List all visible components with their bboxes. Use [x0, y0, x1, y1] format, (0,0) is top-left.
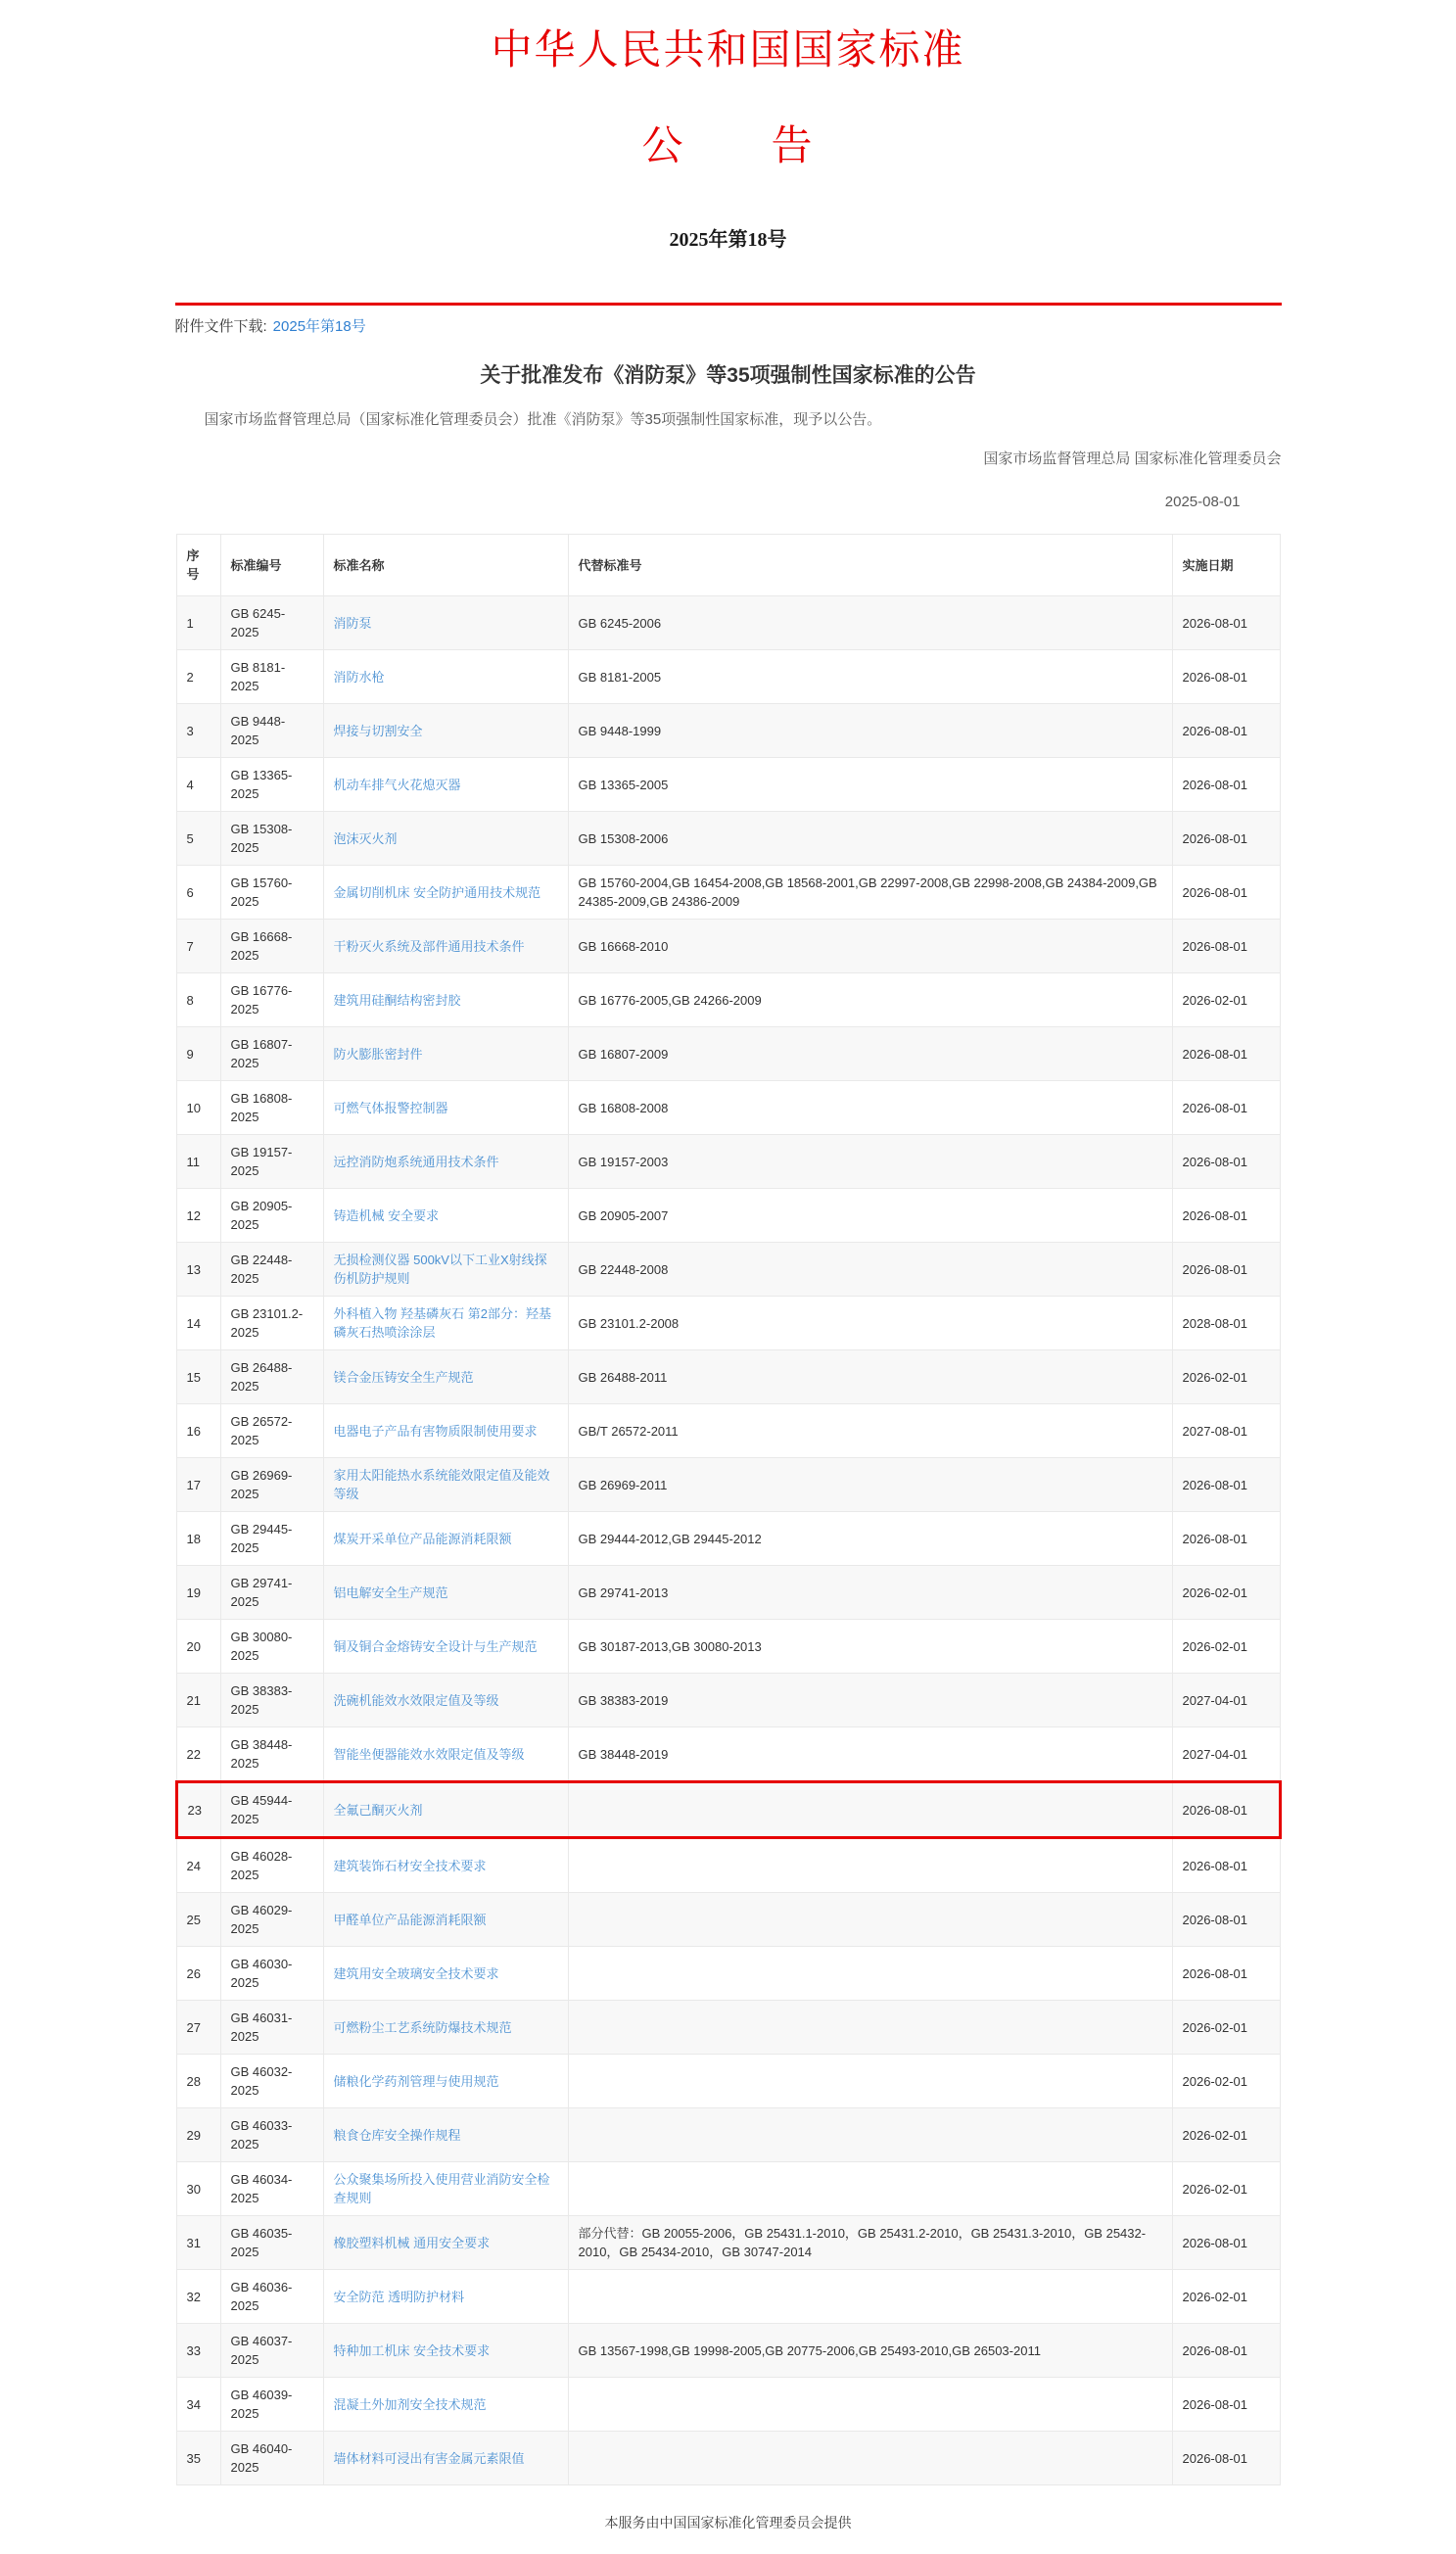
- implementation-date-cell: 2026-08-01: [1172, 1189, 1280, 1243]
- standard-name-cell: [323, 2162, 568, 2216]
- implementation-date-cell: 2026-08-01: [1172, 1027, 1280, 1081]
- implementation-date-cell: 2026-08-01: [1172, 596, 1280, 650]
- replaced-standards-cell: GB 30187-2013,GB 30080-2013: [568, 1620, 1172, 1674]
- replaced-standards-cell: GB 15308-2006: [568, 812, 1172, 866]
- replaced-standards-cell: 部分代替：GB 20055-2006，GB 25431.1-2010，GB 25431.2-2010，GB 25431.3-2010，GB 25432-2010，GB 25434-2010，GB 30747-2014: [568, 2216, 1172, 2270]
- seq-cell: 11: [176, 1135, 220, 1189]
- replaced-standards-cell: GB 13365-2005: [568, 758, 1172, 812]
- standard-name-cell: [323, 1135, 568, 1189]
- header-standard-name: 标准名称: [323, 535, 568, 596]
- implementation-date-cell: 2026-08-01: [1172, 2324, 1280, 2378]
- announcement-page: [175, 0, 1282, 2532]
- standard-code-cell: GB 20905-2025: [220, 1189, 323, 1243]
- standard-code-cell: GB 46029-2025: [220, 1893, 323, 1947]
- seq-cell: 27: [176, 2001, 220, 2055]
- standard-code-cell: GB 46032-2025: [220, 2055, 323, 2108]
- standard-name-link[interactable]: 远控消防炮系统通用技术条件: [333, 1154, 499, 1169]
- table-row: [176, 2216, 1280, 2270]
- standard-name-cell: [323, 1893, 568, 1947]
- implementation-date-cell: 2026-08-01: [1172, 1458, 1280, 1512]
- table-row: [176, 1512, 1280, 1566]
- standard-name-link[interactable]: 镁合金压铸安全生产规范: [333, 1369, 474, 1385]
- standard-name-cell: [323, 973, 568, 1027]
- table-row: [176, 1350, 1280, 1404]
- replaced-standards-cell: GB/T 26572-2011: [568, 1404, 1172, 1458]
- table-row: [176, 2108, 1280, 2162]
- seq-cell: 29: [176, 2108, 220, 2162]
- standard-name-cell: [323, 1081, 568, 1135]
- standard-code-cell: GB 46035-2025: [220, 2216, 323, 2270]
- standard-code-cell: GB 46031-2025: [220, 2001, 323, 2055]
- implementation-date-cell: 2026-08-01: [1172, 650, 1280, 704]
- standard-name-link[interactable]: 消防水枪: [333, 669, 385, 685]
- table-row: [176, 1243, 1280, 1297]
- standard-name-cell: [323, 1947, 568, 2001]
- standard-name-link[interactable]: 铝电解安全生产规范: [333, 1584, 448, 1600]
- standard-code-cell: GB 46030-2025: [220, 1947, 323, 2001]
- replaced-standards-cell: GB 38448-2019: [568, 1727, 1172, 1782]
- replaced-standards-cell: GB 16668-2010: [568, 920, 1172, 973]
- replaced-standards-cell: [568, 1782, 1172, 1838]
- replaced-standards-cell: [568, 1893, 1172, 1947]
- table-row: [176, 1782, 1280, 1838]
- standard-code-cell: GB 46039-2025: [220, 2378, 323, 2432]
- standard-name-link[interactable]: 储粮化学药剂管理与使用规范: [333, 2073, 499, 2089]
- seq-cell: 4: [176, 758, 220, 812]
- replaced-standards-cell: GB 26969-2011: [568, 1458, 1172, 1512]
- seq-cell: 13: [176, 1243, 220, 1297]
- standard-name-link[interactable]: 可燃粉尘工艺系统防爆技术规范: [333, 2019, 512, 2035]
- seq-cell: 18: [176, 1512, 220, 1566]
- page-title: 中华人民共和国国家标准: [491, 28, 965, 73]
- standard-code-cell: GB 46040-2025: [220, 2432, 323, 2485]
- implementation-date-cell: 2026-08-01: [1172, 1893, 1280, 1947]
- table-row: [176, 1027, 1280, 1081]
- standard-name-cell: [323, 1674, 568, 1727]
- table-header-row: [176, 535, 1280, 596]
- standard-code-cell: GB 46037-2025: [220, 2324, 323, 2378]
- seq-cell: 24: [176, 1838, 220, 1893]
- standard-code-cell: GB 16776-2025: [220, 973, 323, 1027]
- table-row: [176, 1674, 1280, 1727]
- standard-code-cell: GB 38448-2025: [220, 1727, 323, 1782]
- seq-cell: 10: [176, 1081, 220, 1135]
- standard-name-link[interactable]: 建筑装饰石材安全技术要求: [333, 1858, 487, 1873]
- standard-name-cell: [323, 2270, 568, 2324]
- page-subtitle: 公 告: [641, 124, 815, 169]
- table-row: [176, 1081, 1280, 1135]
- standard-code-cell: GB 8181-2025: [220, 650, 323, 704]
- replaced-standards-cell: [568, 2055, 1172, 2108]
- header-seq: 序号: [176, 535, 220, 596]
- standard-name-link[interactable]: 特种加工机床 安全技术要求: [333, 2342, 491, 2358]
- implementation-date-cell: 2026-02-01: [1172, 2162, 1280, 2216]
- standard-code-cell: GB 9448-2025: [220, 704, 323, 758]
- table-row: [176, 1458, 1280, 1512]
- footer-note: 本服务由中国国家标准化管理委员会提供: [604, 2515, 852, 2530]
- implementation-date-cell: 2026-02-01: [1172, 2055, 1280, 2108]
- table-row: [176, 812, 1280, 866]
- seq-cell: 30: [176, 2162, 220, 2216]
- implementation-date-cell: 2026-02-01: [1172, 1620, 1280, 1674]
- attachment-label: 附件文件下载:: [174, 318, 267, 335]
- standard-name-link[interactable]: 智能坐便器能效水效限定值及等级: [333, 1746, 525, 1762]
- standard-code-cell: GB 16807-2025: [220, 1027, 323, 1081]
- standard-name-link[interactable]: 煤炭开采单位产品能源消耗限额: [333, 1531, 512, 1546]
- implementation-date-cell: 2026-02-01: [1172, 973, 1280, 1027]
- seq-cell: 1: [176, 596, 220, 650]
- standard-name-link[interactable]: 无损检测仪器 500kV以下工业X射线探伤机防护规则: [333, 1253, 547, 1286]
- table-row: [176, 1189, 1280, 1243]
- standard-name-cell: [323, 2108, 568, 2162]
- standard-name-link[interactable]: 外科植入物 羟基磷灰石 第2部分：羟基磷灰石热喷涂涂层: [333, 1306, 551, 1340]
- standard-code-cell: GB 19157-2025: [220, 1135, 323, 1189]
- standard-code-cell: GB 46033-2025: [220, 2108, 323, 2162]
- standard-name-cell: [323, 1350, 568, 1404]
- table-row: [176, 1135, 1280, 1189]
- table-row: [176, 920, 1280, 973]
- seq-cell: 31: [176, 2216, 220, 2270]
- implementation-date-cell: 2026-02-01: [1172, 2270, 1280, 2324]
- implementation-date-cell: 2026-02-01: [1172, 1566, 1280, 1620]
- standard-name-link[interactable]: 全氟己酮灭火剂: [333, 1802, 423, 1818]
- standard-code-cell: GB 29741-2025: [220, 1566, 323, 1620]
- standard-name-cell: [323, 1566, 568, 1620]
- seq-cell: 19: [176, 1566, 220, 1620]
- seq-cell: 35: [176, 2432, 220, 2485]
- standard-name-link[interactable]: 橡胶塑料机械 通用安全要求: [333, 2235, 491, 2250]
- implementation-date-cell: 2026-08-01: [1172, 2216, 1280, 2270]
- seq-cell: 8: [176, 973, 220, 1027]
- standard-name-link[interactable]: 干粉灭火系统及部件通用技术条件: [333, 938, 525, 954]
- implementation-date-cell: 2026-08-01: [1172, 758, 1280, 812]
- seq-cell: 33: [176, 2324, 220, 2378]
- standard-code-cell: GB 46028-2025: [220, 1838, 323, 1893]
- seq-cell: 6: [176, 866, 220, 920]
- implementation-date-cell: 2026-02-01: [1172, 2001, 1280, 2055]
- standard-name-cell: [323, 2216, 568, 2270]
- table-row: [176, 1727, 1280, 1782]
- table-row: [176, 1297, 1280, 1350]
- implementation-date-cell: 2026-08-01: [1172, 1243, 1280, 1297]
- standard-name-link[interactable]: 电器电子产品有害物质限制使用要求: [333, 1423, 538, 1439]
- attachment-row: [175, 306, 1282, 336]
- seq-cell: 28: [176, 2055, 220, 2108]
- replaced-standards-cell: GB 22448-2008: [568, 1243, 1172, 1297]
- standard-name-link[interactable]: 家用太阳能热水系统能效限定值及能效等级: [333, 1468, 550, 1501]
- standard-code-cell: GB 16808-2025: [220, 1081, 323, 1135]
- standard-code-cell: GB 23101.2-2025: [220, 1297, 323, 1350]
- implementation-date-cell: 2026-08-01: [1172, 1512, 1280, 1566]
- replaced-standards-cell: GB 29741-2013: [568, 1566, 1172, 1620]
- header-standard-code: 标准编号: [220, 535, 323, 596]
- seq-cell: 15: [176, 1350, 220, 1404]
- standard-code-cell: GB 38383-2025: [220, 1674, 323, 1727]
- table-row: [176, 704, 1280, 758]
- implementation-date-cell: 2027-08-01: [1172, 1404, 1280, 1458]
- implementation-date-cell: 2028-08-01: [1172, 1297, 1280, 1350]
- standard-name-cell: [323, 2378, 568, 2432]
- replaced-standards-cell: [568, 1947, 1172, 2001]
- issue-date: 2025-08-01: [1164, 494, 1241, 510]
- table-row: [176, 1838, 1280, 1893]
- standard-name-link[interactable]: 消防泵: [333, 615, 372, 631]
- issue-number: 2025年第18号: [669, 229, 787, 251]
- implementation-date-cell: 2026-08-01: [1172, 812, 1280, 866]
- standard-name-cell: [323, 1620, 568, 1674]
- table-row: [176, 596, 1280, 650]
- attachment-link[interactable]: 2025年第18号: [272, 318, 366, 335]
- standard-name-link[interactable]: 公众聚集场所投入使用营业消防安全检查规则: [333, 2172, 550, 2205]
- standard-code-cell: GB 29445-2025: [220, 1512, 323, 1566]
- table-row: [176, 758, 1280, 812]
- seq-cell: 9: [176, 1027, 220, 1081]
- table-row: [176, 1620, 1280, 1674]
- standard-name-cell: [323, 2432, 568, 2485]
- table-row: [176, 2162, 1280, 2216]
- seq-cell: 5: [176, 812, 220, 866]
- replaced-standards-cell: [568, 2108, 1172, 2162]
- standard-name-cell: [323, 2055, 568, 2108]
- replaced-standards-cell: GB 38383-2019: [568, 1674, 1172, 1727]
- standard-name-link[interactable]: 铜及铜合金熔铸安全设计与生产规范: [333, 1638, 538, 1654]
- standard-name-link[interactable]: 建筑用硅酮结构密封胶: [333, 992, 461, 1008]
- standard-name-link[interactable]: 焊接与切割安全: [333, 723, 423, 738]
- seq-cell: 12: [176, 1189, 220, 1243]
- standard-code-cell: GB 13365-2025: [220, 758, 323, 812]
- implementation-date-cell: 2026-08-01: [1172, 1782, 1280, 1838]
- standard-code-cell: GB 15308-2025: [220, 812, 323, 866]
- implementation-date-cell: 2027-04-01: [1172, 1674, 1280, 1727]
- table-row: [176, 1947, 1280, 2001]
- standard-name-cell: [323, 1404, 568, 1458]
- seq-cell: 16: [176, 1404, 220, 1458]
- replaced-standards-cell: GB 6245-2006: [568, 596, 1172, 650]
- seq-cell: 3: [176, 704, 220, 758]
- standard-name-cell: [323, 1458, 568, 1512]
- table-row: [176, 973, 1280, 1027]
- issuer-line: 国家市场监督管理总局 国家标准化管理委员会: [983, 450, 1282, 467]
- seq-cell: 21: [176, 1674, 220, 1727]
- seq-cell: 25: [176, 1893, 220, 1947]
- table-row: [176, 1404, 1280, 1458]
- standard-name-cell: [323, 650, 568, 704]
- table-row: [176, 866, 1280, 920]
- replaced-standards-cell: [568, 2270, 1172, 2324]
- table-row: [176, 2055, 1280, 2108]
- replaced-standards-cell: GB 15760-2004,GB 16454-2008,GB 18568-2001,GB 22997-2008,GB 22998-2008,GB 24384-2009,GB 24385-2009,GB 24386-2009: [568, 866, 1172, 920]
- replaced-standards-cell: GB 16808-2008: [568, 1081, 1172, 1135]
- standard-name-cell: [323, 1782, 568, 1838]
- table-row: [176, 650, 1280, 704]
- table-row: [176, 2432, 1280, 2485]
- table-row: [176, 2001, 1280, 2055]
- implementation-date-cell: 2026-08-01: [1172, 1135, 1280, 1189]
- standard-name-link[interactable]: 机动车排气火花熄灭器: [333, 777, 461, 792]
- standard-name-cell: [323, 1243, 568, 1297]
- implementation-date-cell: 2026-08-01: [1172, 2432, 1280, 2485]
- implementation-date-cell: 2026-02-01: [1172, 2108, 1280, 2162]
- replaced-standards-cell: [568, 2432, 1172, 2485]
- standard-name-cell: [323, 1297, 568, 1350]
- standard-name-cell: [323, 758, 568, 812]
- standard-name-cell: [323, 920, 568, 973]
- notice-title: 关于批准发布《消防泵》等35项强制性国家标准的公告: [480, 364, 976, 387]
- implementation-date-cell: 2026-08-01: [1172, 2378, 1280, 2432]
- header-impl-date: 实施日期: [1172, 535, 1280, 596]
- standard-name-link[interactable]: 泡沫灭火剂: [333, 830, 398, 846]
- standard-name-link[interactable]: 墙体材料可浸出有害金属元素限值: [333, 2450, 525, 2466]
- standard-name-link[interactable]: 粮食仓库安全操作规程: [333, 2127, 461, 2143]
- seq-cell: 22: [176, 1727, 220, 1782]
- standard-code-cell: GB 26488-2025: [220, 1350, 323, 1404]
- replaced-standards-cell: GB 20905-2007: [568, 1189, 1172, 1243]
- standard-code-cell: GB 46036-2025: [220, 2270, 323, 2324]
- standard-name-cell: [323, 812, 568, 866]
- standard-name-cell: [323, 704, 568, 758]
- replaced-standards-cell: GB 29444-2012,GB 29445-2012: [568, 1512, 1172, 1566]
- implementation-date-cell: 2027-04-01: [1172, 1727, 1280, 1782]
- seq-cell: 34: [176, 2378, 220, 2432]
- standard-name-link[interactable]: 安全防范 透明防护材料: [333, 2289, 465, 2304]
- seq-cell: 7: [176, 920, 220, 973]
- seq-cell: 23: [176, 1782, 220, 1838]
- replaced-standards-cell: GB 16776-2005,GB 24266-2009: [568, 973, 1172, 1027]
- standard-name-link[interactable]: 防火膨胀密封件: [333, 1046, 423, 1062]
- standard-code-cell: GB 15760-2025: [220, 866, 323, 920]
- standard-name-link[interactable]: 建筑用安全玻璃安全技术要求: [333, 1965, 499, 1981]
- replaced-standards-cell: [568, 2378, 1172, 2432]
- replaced-standards-cell: [568, 2001, 1172, 2055]
- seq-cell: 14: [176, 1297, 220, 1350]
- standard-name-link[interactable]: 甲醛单位产品能源消耗限额: [333, 1912, 487, 1927]
- table-row: [176, 1893, 1280, 1947]
- table-row: [176, 2378, 1280, 2432]
- replaced-standards-cell: GB 23101.2-2008: [568, 1297, 1172, 1350]
- standards-table-body: [176, 596, 1280, 2485]
- standard-name-link[interactable]: 可燃气体报警控制器: [333, 1100, 448, 1115]
- standard-name-cell: [323, 2324, 568, 2378]
- standard-code-cell: GB 30080-2025: [220, 1620, 323, 1674]
- standard-code-cell: GB 46034-2025: [220, 2162, 323, 2216]
- standard-name-link[interactable]: 混凝土外加剂安全技术规范: [333, 2396, 487, 2412]
- standard-name-cell: [323, 1189, 568, 1243]
- seq-cell: 26: [176, 1947, 220, 2001]
- replaced-standards-cell: GB 9448-1999: [568, 704, 1172, 758]
- notice-body: 国家市场监督管理总局（国家标准化管理委员会）批准《消防泵》等35项强制性国家标准，现予以公告。: [204, 411, 882, 428]
- implementation-date-cell: 2026-08-01: [1172, 704, 1280, 758]
- implementation-date-cell: 2026-08-01: [1172, 1081, 1280, 1135]
- standard-name-cell: [323, 2001, 568, 2055]
- seq-cell: 32: [176, 2270, 220, 2324]
- standard-code-cell: GB 16668-2025: [220, 920, 323, 973]
- replaced-standards-cell: GB 8181-2005: [568, 650, 1172, 704]
- implementation-date-cell: 2026-08-01: [1172, 1838, 1280, 1893]
- standard-code-cell: GB 26969-2025: [220, 1458, 323, 1512]
- seq-cell: 20: [176, 1620, 220, 1674]
- standard-code-cell: GB 26572-2025: [220, 1404, 323, 1458]
- standard-name-link[interactable]: 铸造机械 安全要求: [333, 1207, 440, 1223]
- implementation-date-cell: 2026-02-01: [1172, 1350, 1280, 1404]
- standard-name-cell: [323, 596, 568, 650]
- standard-code-cell: GB 22448-2025: [220, 1243, 323, 1297]
- table-row: [176, 2270, 1280, 2324]
- standard-code-cell: GB 45944-2025: [220, 1782, 323, 1838]
- standard-name-cell: [323, 1838, 568, 1893]
- standard-name-link[interactable]: 金属切削机床 安全防护通用技术规范: [333, 884, 541, 900]
- table-row: [176, 1566, 1280, 1620]
- standard-name-cell: [323, 1027, 568, 1081]
- header-replaced-code: 代替标准号: [568, 535, 1172, 596]
- implementation-date-cell: 2026-08-01: [1172, 920, 1280, 973]
- replaced-standards-cell: GB 13567-1998,GB 19998-2005,GB 20775-2006,GB 25493-2010,GB 26503-2011: [568, 2324, 1172, 2378]
- replaced-standards-cell: GB 16807-2009: [568, 1027, 1172, 1081]
- table-row: [176, 2324, 1280, 2378]
- replaced-standards-cell: [568, 2162, 1172, 2216]
- standard-name-cell: [323, 1512, 568, 1566]
- standards-table: [175, 534, 1282, 2485]
- standard-name-cell: [323, 866, 568, 920]
- implementation-date-cell: 2026-08-01: [1172, 1947, 1280, 2001]
- standard-name-link[interactable]: 洗碗机能效水效限定值及等级: [333, 1692, 499, 1708]
- seq-cell: 17: [176, 1458, 220, 1512]
- implementation-date-cell: 2026-08-01: [1172, 866, 1280, 920]
- standard-name-cell: [323, 1727, 568, 1782]
- replaced-standards-cell: GB 26488-2011: [568, 1350, 1172, 1404]
- replaced-standards-cell: GB 19157-2003: [568, 1135, 1172, 1189]
- replaced-standards-cell: [568, 1838, 1172, 1893]
- standard-code-cell: GB 6245-2025: [220, 596, 323, 650]
- seq-cell: 2: [176, 650, 220, 704]
